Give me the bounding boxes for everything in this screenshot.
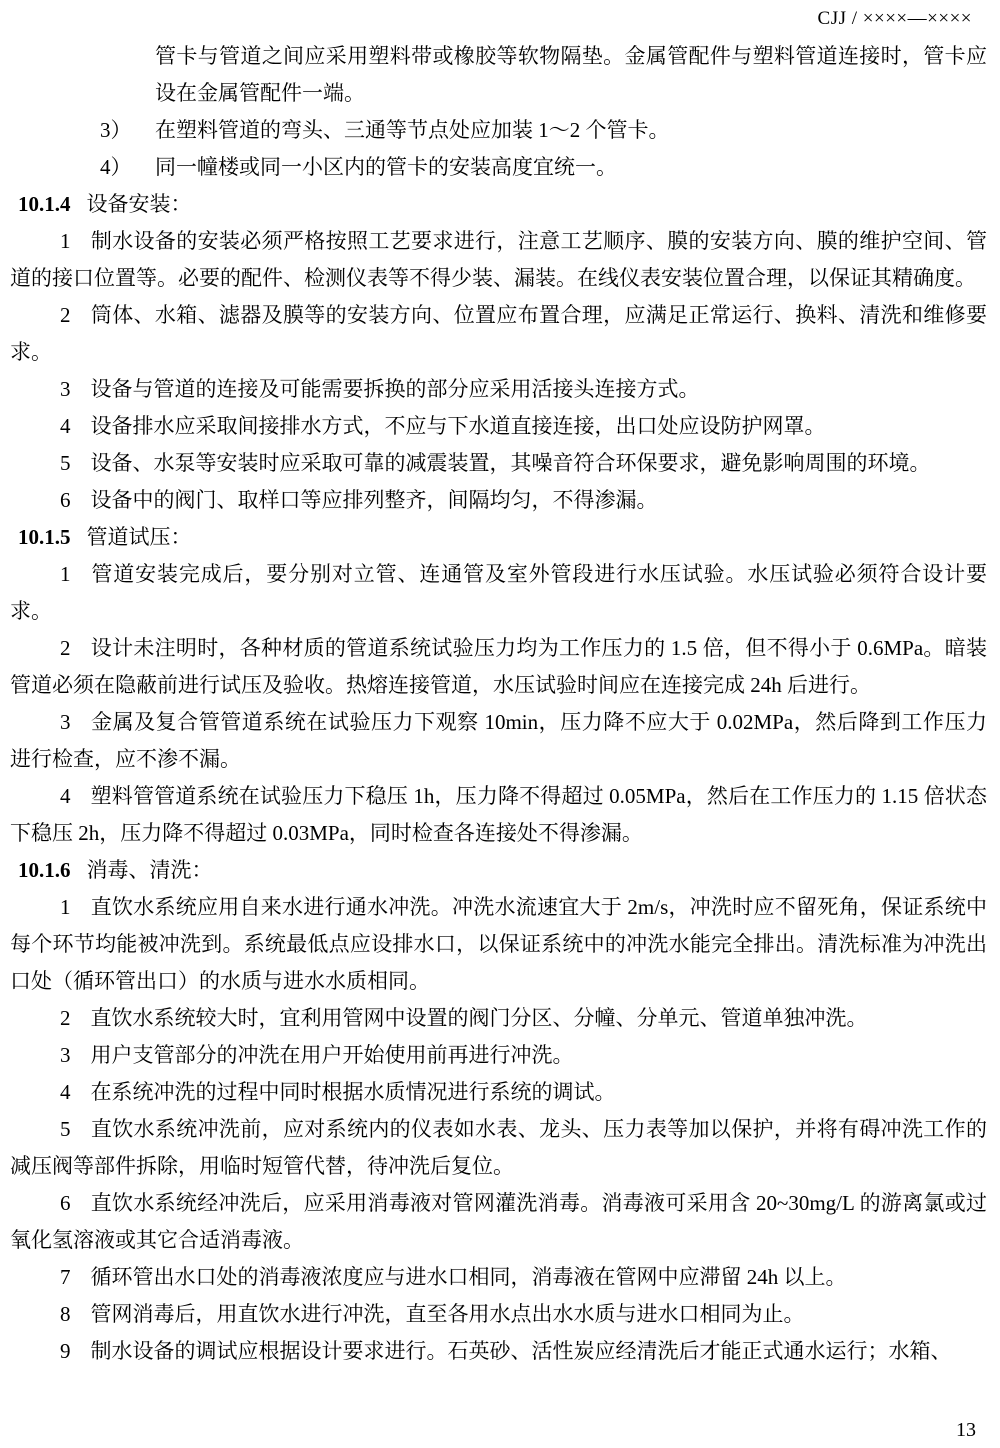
item-text: 管道安装完成后，要分别对立管、连通管及室外管段进行水压试验。水压试验必须符合设计要求。 (10, 562, 987, 623)
subitem-label: 4） (100, 155, 132, 179)
section-title: 消毒、清洗： (86, 858, 213, 882)
section-title: 设备安装： (86, 192, 192, 216)
document-body (10, 38, 987, 1370)
item-text: 制水设备的调试应根据设计要求进行。石英砂、活性炭应经清洗后才能正式通水运行；水箱、 (90, 1339, 952, 1363)
numbered-item (10, 1037, 987, 1074)
item-number: 6 (60, 488, 71, 512)
paragraph-text: 管卡与管道之间应采用塑料带或橡胶等软物隔垫。金属管配件与塑料管道连接时，管卡应设在金属管配件一端。 (155, 44, 987, 105)
numbered-item (10, 1185, 987, 1259)
numbered-item (10, 1111, 987, 1185)
item-text: 设备排水应采取间接排水方式，不应与下水道直接连接，出口处应设防护网罩。 (90, 414, 826, 438)
item-text: 循环管出水口处的消毒液浓度应与进水口相同，消毒液在管网中应滞留 24h 以上。 (90, 1265, 847, 1289)
item-number: 2 (60, 1006, 71, 1030)
section-heading (10, 186, 987, 223)
section-title: 管道试压： (86, 525, 192, 549)
item-text: 直饮水系统较大时，宜利用管网中设置的阀门分区、分幢、分单元、管道单独冲洗。 (90, 1006, 868, 1030)
item-text: 直饮水系统经冲洗后，应采用消毒液对管网灌洗消毒。消毒液可采用含 20~30mg/L 的游离氯或过氧化氢溶液或其它合适消毒液。 (10, 1191, 987, 1252)
item-number: 1 (60, 895, 71, 919)
section-number: 10.1.4 (18, 192, 71, 216)
item-number: 4 (60, 1080, 71, 1104)
numbered-item (10, 704, 987, 778)
item-number: 4 (60, 784, 71, 808)
numbered-item (10, 223, 987, 297)
item-number: 7 (60, 1265, 71, 1289)
continued-paragraph (155, 38, 987, 112)
numbered-item (10, 630, 987, 704)
numbered-item (10, 1296, 987, 1333)
item-number: 9 (60, 1339, 71, 1363)
item-text: 设备、水泵等安装时应采取可靠的减震装置，其噪音符合环保要求，避免影响周围的环境。 (90, 451, 931, 475)
subitem-text: 在塑料管道的弯头、三通等节点处应加装 1～2 个管卡。 (155, 118, 670, 142)
item-text: 制水设备的安装必须严格按照工艺要求进行，注意工艺顺序、膜的安装方向、膜的维护空间、管道的接口位置等。必要的配件、检测仪表等不得少装、漏装。在线仪表安装位置合理，以保证其精确度。 (10, 229, 987, 290)
numbered-item (10, 556, 987, 630)
item-text: 塑料管管道系统在试验压力下稳压 1h，压力降不得超过 0.05MPa，然后在工作压力的 1.15 倍状态下稳压 2h，压力降不得超过 0.03MPa，同时检查各连接处不得渗漏。 (10, 784, 987, 845)
item-number: 5 (60, 1117, 71, 1141)
item-number: 3 (60, 710, 71, 734)
section-heading (10, 519, 987, 556)
section-number: 10.1.6 (18, 858, 71, 882)
item-text: 在系统冲洗的过程中同时根据水质情况进行系统的调试。 (90, 1080, 616, 1104)
page-number: 13 (956, 1419, 976, 1441)
document-code-header: CJJ / ××××—×××× (817, 8, 972, 29)
item-text: 直饮水系统应用自来水进行通水冲洗。冲洗水流速宜大于 2m/s，冲洗时应不留死角，保证系统中每个环节均能被冲洗到。系统最低点应设排水口，以保证系统中的冲洗水能完全排出。清洗标准为冲洗出口处（循环管出口）的水质与进水水质相同。 (10, 895, 987, 993)
item-text: 设备中的阀门、取样口等应排列整齐，间隔均匀，不得渗漏。 (90, 488, 658, 512)
numbered-item (10, 889, 987, 1000)
item-number: 8 (60, 1302, 71, 1326)
section-number: 10.1.5 (18, 525, 71, 549)
item-number: 1 (60, 229, 71, 253)
numbered-item (10, 1259, 987, 1296)
subitem-text: 同一幢楼或同一小区内的管卡的安装高度宜统一。 (155, 155, 617, 179)
item-number: 5 (60, 451, 71, 475)
numbered-item (10, 1333, 987, 1370)
item-text: 设备与管道的连接及可能需要拆换的部分应采用活接头连接方式。 (90, 377, 700, 401)
item-text: 用户支管部分的冲洗在用户开始使用前再进行冲洗。 (90, 1043, 574, 1067)
numbered-item (10, 408, 987, 445)
item-text: 设计未注明时，各种材质的管道系统试验压力均为工作压力的 1.5 倍，但不得小于 0.6MPa。暗装管道必须在隐蔽前进行试压及验收。热熔连接管道，水压试验时间应在连接完成 24h 后进行。 (10, 636, 987, 697)
item-text: 筒体、水箱、滤器及膜等的安装方向、位置应布置合理，应满足正常运行、换料、清洗和维修要求。 (10, 303, 987, 364)
item-number: 3 (60, 377, 71, 401)
item-number: 6 (60, 1191, 71, 1215)
item-text: 直饮水系统冲洗前，应对系统内的仪表如水表、龙头、压力表等加以保护，并将有碍冲洗工作的减压阀等部件拆除，用临时短管代替，待冲洗后复位。 (10, 1117, 987, 1178)
numbered-item (10, 371, 987, 408)
numbered-item (10, 1074, 987, 1111)
numbered-item (10, 445, 987, 482)
numbered-item (10, 482, 987, 519)
item-number: 3 (60, 1043, 71, 1067)
numbered-item (10, 778, 987, 852)
subitem-label: 3） (100, 118, 132, 142)
item-number: 2 (60, 636, 71, 660)
sub-list-item (100, 112, 987, 149)
item-number: 1 (60, 562, 71, 586)
section-heading (10, 852, 987, 889)
numbered-item (10, 297, 987, 371)
item-number: 2 (60, 303, 71, 327)
item-text: 金属及复合管管道系统在试验压力下观察 10min，压力降不应大于 0.02MPa，然后降到工作压力进行检查，应不渗不漏。 (10, 710, 987, 771)
sub-list-item (100, 149, 987, 186)
numbered-item (10, 1000, 987, 1037)
item-number: 4 (60, 414, 71, 438)
item-text: 管网消毒后，用直饮水进行冲洗，直至各用水点出水水质与进水口相同为止。 (90, 1302, 805, 1326)
